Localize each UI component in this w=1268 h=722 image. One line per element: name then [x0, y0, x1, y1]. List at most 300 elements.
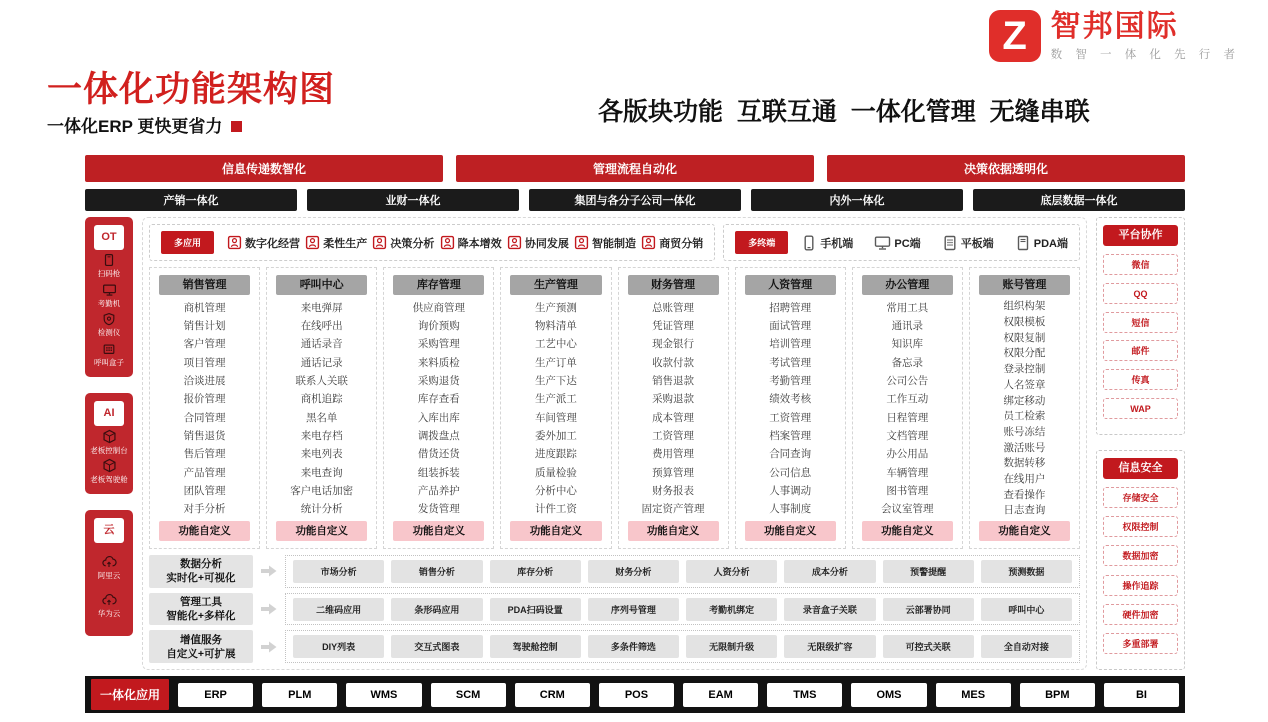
- column-footer: 功能自定义: [628, 521, 719, 541]
- analysis-chip: 呼叫中心: [981, 598, 1072, 621]
- arrow-right-icon: [259, 555, 279, 588]
- multi-app-item-label: 柔性生产: [323, 237, 368, 250]
- app-icon: [574, 235, 589, 250]
- logo: [989, 10, 1240, 62]
- module-item: 人事制度: [769, 503, 812, 516]
- module-item: 面试管理: [769, 319, 812, 332]
- module-item: 发货管理: [417, 503, 460, 516]
- left-rail: [85, 217, 133, 670]
- right-rail: [1096, 217, 1185, 670]
- module-item: 常用工具: [886, 301, 929, 314]
- multi-app-item: [305, 235, 367, 251]
- rail-item: [98, 592, 121, 619]
- column-items: [384, 298, 493, 518]
- column-header: 库存管理: [393, 275, 484, 295]
- multi-terminal-item: [942, 235, 994, 251]
- analysis-chip: 成本分析: [784, 560, 875, 583]
- analysis-chip: 可控式关联: [883, 635, 974, 658]
- column-header: 账号管理: [979, 275, 1070, 295]
- right-panel-item: 微信: [1103, 254, 1178, 275]
- module-item: 采购退货: [417, 374, 460, 387]
- left-rail-panel: [85, 393, 133, 494]
- module-item: 公司信息: [769, 466, 812, 479]
- module-item: 入库出库: [417, 411, 460, 424]
- column-header: 销售管理: [159, 275, 250, 295]
- column-header: 呼叫中心: [276, 275, 367, 295]
- rail-item-label: 老板控制台: [90, 445, 128, 455]
- multi-terminal-badge: 多终端: [735, 231, 788, 254]
- column-items: [267, 298, 376, 518]
- module-item: 进度跟踪: [534, 448, 577, 461]
- multi-terminal-item: [874, 235, 920, 251]
- module-item: 询价预购: [417, 319, 460, 332]
- multi-app-badge: 多应用: [161, 231, 214, 254]
- multi-terminal-items: [801, 235, 1068, 251]
- module-item: 人事调动: [769, 484, 812, 497]
- bottom-bar-item: PLM: [262, 683, 337, 707]
- module-item: 考勤管理: [769, 374, 812, 387]
- module-item: 档案管理: [769, 429, 812, 442]
- rail-item: [98, 554, 121, 581]
- multi-app-item: [372, 235, 434, 251]
- right-panel-items: [1103, 246, 1178, 427]
- multi-terminal-item: [801, 235, 853, 251]
- module-item: 销售计划: [183, 319, 226, 332]
- analysis-row: [149, 630, 1080, 663]
- module-item: 凭证管理: [652, 319, 695, 332]
- multi-terminal-item-label: 手机端: [820, 237, 854, 250]
- right-panel-header: 平台协作: [1103, 225, 1178, 246]
- analysis-chip: 预警提醒: [883, 560, 974, 583]
- left-rail-panel: [85, 217, 133, 377]
- module-item: 图书管理: [886, 484, 929, 497]
- page-subtitle: [47, 112, 242, 137]
- rail-badge: AI: [94, 401, 124, 426]
- analysis-buttons: [285, 555, 1080, 588]
- module-item: 质量检验: [534, 466, 577, 479]
- bottom-bar-item: ERP: [178, 683, 253, 707]
- analysis-chip: 库存分析: [490, 560, 581, 583]
- module-item: 来电列表: [300, 448, 343, 461]
- rail-item-label: 呼叫盒子: [94, 357, 124, 367]
- multi-app-item: [507, 235, 569, 251]
- module-item: 组织构架: [1003, 300, 1046, 313]
- module-column: [383, 267, 494, 549]
- analysis-label: [149, 630, 253, 663]
- module-item: 生产订单: [534, 356, 577, 369]
- callbox-icon: [102, 342, 116, 356]
- app-icon: [507, 235, 522, 250]
- module-item: 通讯录: [891, 319, 924, 332]
- module-item: 合同管理: [183, 411, 226, 424]
- multi-app-item-label: 协同发展: [524, 237, 569, 250]
- app-icon: [440, 235, 455, 250]
- bottom-bar-item: BPM: [1020, 683, 1095, 707]
- bottom-bar-item: SCM: [431, 683, 506, 707]
- analysis-label-line: 智能化+多样化: [166, 610, 236, 622]
- rail-item: [98, 283, 121, 309]
- right-panel-item: 权限控制: [1103, 516, 1178, 537]
- scanner-icon: [102, 253, 116, 267]
- page-subtitle-text: 一体化ERP 更快更省力: [47, 117, 223, 136]
- module-item: 固定资产管理: [641, 503, 705, 516]
- rail-item: [98, 253, 121, 279]
- right-panel-item: 邮件: [1103, 340, 1178, 361]
- module-item: 财务报表: [652, 484, 695, 497]
- black-banner: 底层数据一体化: [973, 189, 1185, 211]
- module-column: [618, 267, 729, 549]
- right-panel-header: 信息安全: [1103, 458, 1178, 479]
- column-items: [501, 298, 610, 518]
- module-item: 日志查询: [1003, 504, 1046, 517]
- module-item: 预算管理: [652, 466, 695, 479]
- module-item: 通话录音: [300, 338, 343, 351]
- module-item: 统计分析: [300, 503, 343, 516]
- black-banner-row: [85, 189, 1185, 211]
- module-item: 计件工资: [534, 503, 577, 516]
- analysis-chip: 条形码应用: [391, 598, 482, 621]
- right-panel-item: 硬件加密: [1103, 604, 1178, 625]
- module-item: 现金银行: [652, 338, 695, 351]
- module-item: 采购退款: [652, 393, 695, 406]
- black-banner: 业财一体化: [307, 189, 519, 211]
- tablet-icon: [942, 235, 958, 251]
- module-item: 公司公告: [886, 374, 929, 387]
- column-footer: 功能自定义: [393, 521, 484, 541]
- red-banner-row: [85, 155, 1185, 182]
- column-footer: 功能自定义: [510, 521, 601, 541]
- module-item: 考试管理: [769, 356, 812, 369]
- column-items: [619, 298, 728, 518]
- rail-item: [98, 312, 121, 338]
- black-banner: 集团与各分子公司一体化: [529, 189, 741, 211]
- analysis-chip: 人资分析: [686, 560, 777, 583]
- app-icon: [641, 235, 656, 250]
- module-item: 成本管理: [652, 411, 695, 424]
- rail-items: [87, 543, 131, 630]
- module-item: 办公用品: [886, 448, 929, 461]
- module-item: 人名签章: [1003, 378, 1046, 391]
- module-item: 文档管理: [886, 429, 929, 442]
- red-square-bullet: [231, 121, 242, 132]
- module-column: [149, 267, 260, 549]
- rail-item-label: 阿里云: [97, 571, 121, 580]
- multi-app-box: [149, 224, 715, 261]
- module-column: [852, 267, 963, 549]
- module-item: 物料清单: [534, 319, 577, 332]
- right-panel-item: 存储安全: [1103, 487, 1178, 508]
- module-item: 借货还货: [417, 448, 460, 461]
- app-icon: [305, 235, 320, 250]
- rail-item-label: 考勤机: [97, 298, 121, 308]
- module-item: 查看操作: [1003, 488, 1046, 501]
- analysis-chip: 云部署协同: [883, 598, 974, 621]
- pda-icon: [1015, 235, 1031, 251]
- module-item: 报价管理: [183, 393, 226, 406]
- cloud-icon: [101, 592, 117, 607]
- right-rail-panel: [1096, 217, 1185, 435]
- analysis-chip: DIY列表: [293, 635, 384, 658]
- module-item: 调拨盘点: [417, 429, 460, 442]
- phone-icon: [801, 235, 817, 251]
- module-column: [500, 267, 611, 549]
- module-column: [735, 267, 846, 549]
- analysis-chip: 序列号管理: [588, 598, 679, 621]
- analysis-buttons: [285, 593, 1080, 626]
- module-column: [266, 267, 377, 549]
- right-rail-panel: [1096, 450, 1185, 670]
- module-item: 车辆管理: [886, 466, 929, 479]
- rail-badge: 云: [94, 518, 124, 543]
- bottom-bar: [85, 676, 1185, 713]
- module-item: 来电弹屏: [300, 301, 343, 314]
- module-item: 数据转移: [1003, 457, 1046, 470]
- rail-item-label: 扫码枪: [97, 269, 121, 279]
- logo-z-mark-icon: Z: [989, 10, 1041, 62]
- multi-app-item-label: 数字化经营: [245, 237, 301, 250]
- multi-terminal-item: [1015, 235, 1068, 251]
- cube-icon: [102, 429, 117, 444]
- analysis-chip: 交互式图表: [391, 635, 482, 658]
- right-panel-item: 短信: [1103, 312, 1178, 333]
- attendance-icon: [102, 283, 117, 297]
- right-panel-item: 传真: [1103, 369, 1178, 390]
- column-header: 办公管理: [862, 275, 953, 295]
- analysis-label: [149, 555, 253, 588]
- analysis-chip: 多条件筛选: [588, 635, 679, 658]
- analysis-label-line: 增值服务: [180, 633, 222, 646]
- rail-item-label: 老板驾驶舱: [90, 475, 128, 485]
- module-item: 洽谈进展: [183, 374, 226, 387]
- module-item: 员工检索: [1003, 410, 1046, 423]
- multi-app-item-label: 决策分析: [390, 237, 435, 250]
- analysis-chip: 销售分析: [391, 560, 482, 583]
- module-item: 商机管理: [183, 301, 226, 314]
- rail-item-label: 检测仪: [97, 328, 121, 338]
- logo-company-name: 智邦国际: [1050, 10, 1179, 43]
- column-items: [853, 298, 962, 518]
- module-item: 工艺中心: [534, 338, 577, 351]
- multi-app-item: [574, 235, 636, 251]
- black-banner: 内外一体化: [751, 189, 963, 211]
- multi-app-item: [641, 235, 703, 251]
- module-item: 来电查询: [300, 466, 343, 479]
- multi-terminal-box: [723, 224, 1080, 261]
- bottom-bar-item: EAM: [683, 683, 758, 707]
- rail-item-label: 华为云: [97, 609, 121, 618]
- column-items: [970, 298, 1079, 518]
- multi-terminal-item-label: PC端: [894, 237, 921, 250]
- column-header: 生产管理: [510, 275, 601, 295]
- right-panel-item: WAP: [1103, 398, 1178, 419]
- right-panel-items: [1103, 479, 1178, 662]
- module-item: 售后管理: [183, 448, 226, 461]
- analysis-chip: 驾驶舱控制: [490, 635, 581, 658]
- black-banner: 产销一体化: [85, 189, 297, 211]
- right-panel-item: 多重部署: [1103, 633, 1178, 654]
- module-item: 黑名单: [305, 411, 338, 424]
- bottom-bar-item: WMS: [346, 683, 421, 707]
- analysis-row: [149, 555, 1080, 588]
- column-items: [736, 298, 845, 518]
- column-footer: 功能自定义: [862, 521, 953, 541]
- analysis-rows: [149, 555, 1080, 663]
- module-item: 供应商管理: [412, 301, 466, 314]
- analysis-chip: 二维码应用: [293, 598, 384, 621]
- module-item: 生产预测: [534, 301, 577, 314]
- module-item: 客户管理: [183, 338, 226, 351]
- module-item: 销售退款: [652, 374, 695, 387]
- multi-app-item: [227, 235, 300, 251]
- module-item: 工资管理: [652, 429, 695, 442]
- module-item: 登录控制: [1003, 363, 1046, 376]
- column-items: [150, 298, 259, 518]
- module-item: 客户电话加密: [290, 484, 354, 497]
- module-item: 产品养护: [417, 484, 460, 497]
- module-item: 来料质检: [417, 356, 460, 369]
- bottom-bar-item: MES: [936, 683, 1011, 707]
- logo-tagline: 数 智 一 体 化 先 行 者: [1050, 49, 1240, 61]
- analysis-label-line: 管理工具: [180, 595, 222, 608]
- analysis-chip: PDA扫码设置: [490, 598, 581, 621]
- column-footer: 功能自定义: [276, 521, 367, 541]
- module-item: 日程管理: [886, 411, 929, 424]
- analysis-chip: 市场分析: [293, 560, 384, 583]
- module-item: 组装拆装: [417, 466, 460, 479]
- module-item: 权限分配: [1003, 347, 1046, 360]
- logo-text: [1051, 10, 1240, 62]
- multi-terminal-item-label: 平板端: [960, 237, 994, 250]
- bottom-bar-item: TMS: [767, 683, 842, 707]
- module-item: 合同查询: [769, 448, 812, 461]
- rail-item: [90, 429, 128, 456]
- module-item: 会议室管理: [881, 503, 934, 516]
- module-item: 绩效考核: [769, 393, 812, 406]
- app-icon: [372, 235, 387, 250]
- module-columns: [149, 267, 1080, 549]
- module-item: 知识库: [891, 338, 924, 351]
- module-item: 联系人关联: [295, 374, 348, 387]
- module-item: 委外加工: [534, 429, 577, 442]
- module-item: 在线呼出: [300, 319, 343, 332]
- module-item: 权限模板: [1003, 316, 1046, 329]
- cloud-icon: [101, 554, 117, 569]
- bottom-bar-active: 一体化应用: [91, 679, 169, 710]
- module-item: 库存查看: [417, 393, 460, 406]
- module-item: 工资管理: [769, 411, 812, 424]
- analysis-chip: 无限级扩容: [784, 635, 875, 658]
- main-area: [85, 217, 1185, 670]
- bottom-bar-items: [178, 683, 1179, 707]
- page-title: 一体化功能架构图: [47, 70, 336, 109]
- module-item: 商机追踪: [300, 393, 343, 406]
- app-icon: [227, 235, 242, 250]
- cube-icon: [102, 458, 117, 473]
- rail-item: [90, 458, 128, 485]
- analysis-label-line: 自定义+可扩展: [166, 647, 236, 660]
- column-header: 财务管理: [628, 275, 719, 295]
- rail-items: [87, 426, 131, 488]
- top-row: [149, 224, 1080, 261]
- column-header: 人资管理: [745, 275, 836, 295]
- multi-app-item-label: 智能制造: [592, 237, 637, 250]
- module-item: 销售退货: [183, 429, 226, 442]
- module-item: 激活账号: [1003, 441, 1046, 454]
- module-item: 培训管理: [769, 338, 812, 351]
- module-item: 通话记录: [300, 356, 343, 369]
- right-panel-item: QQ: [1103, 283, 1178, 304]
- module-item: 绑定移动: [1003, 394, 1046, 407]
- analysis-chip: 考勤机绑定: [686, 598, 777, 621]
- column-footer: 功能自定义: [159, 521, 250, 541]
- module-item: 权限复制: [1003, 331, 1046, 344]
- module-item: 费用管理: [652, 448, 695, 461]
- analysis-label-line: 实时化+可视化: [166, 572, 236, 585]
- multi-app-item-label: 商贸分销: [659, 237, 704, 250]
- module-item: 生产下达: [534, 374, 577, 387]
- multi-app-items: [227, 235, 703, 251]
- bottom-bar-item: BI: [1104, 683, 1179, 707]
- headline: 各版块功能 互联互通 一体化管理 无缝串联: [598, 98, 1090, 126]
- column-footer: 功能自定义: [979, 521, 1070, 541]
- multi-app-item-label: 降本增效: [457, 237, 502, 250]
- module-item: 招聘管理: [769, 301, 812, 314]
- module-item: 对手分析: [183, 503, 226, 516]
- analysis-label: [149, 593, 253, 626]
- arrow-right-icon: [259, 593, 279, 626]
- analysis-row: [149, 593, 1080, 626]
- module-item: 团队管理: [183, 484, 226, 497]
- analysis-chip: 财务分析: [588, 560, 679, 583]
- rail-items: [87, 250, 131, 371]
- rail-badge: OT: [94, 225, 124, 250]
- red-banner: 信息传递数智化: [85, 155, 443, 182]
- module-item: 车间管理: [534, 411, 577, 424]
- multi-terminal-item-label: PDA端: [1033, 237, 1068, 250]
- rail-item: [94, 342, 124, 368]
- red-banner: 管理流程自动化: [456, 155, 814, 182]
- analysis-chip: 无限制升级: [686, 635, 777, 658]
- right-panel-item: 操作追踪: [1103, 575, 1178, 596]
- analysis-chip: 全自动对接: [981, 635, 1072, 658]
- bottom-bar-item: POS: [599, 683, 674, 707]
- module-item: 产品管理: [183, 466, 226, 479]
- module-item: 来电存档: [300, 429, 343, 442]
- module-item: 分析中心: [534, 484, 577, 497]
- arrow-right-icon: [259, 630, 279, 663]
- column-footer: 功能自定义: [745, 521, 836, 541]
- detector-icon: [102, 312, 116, 326]
- red-banner: 决策依据透明化: [827, 155, 1185, 182]
- bottom-bar-item: CRM: [515, 683, 590, 707]
- multi-app-item: [440, 235, 502, 251]
- module-item: 工作互动: [886, 393, 929, 406]
- module-item: 总账管理: [652, 301, 695, 314]
- module-item: 生产派工: [534, 393, 577, 406]
- analysis-chip: 录音盒子关联: [784, 598, 875, 621]
- analysis-chip: 预测数据: [981, 560, 1072, 583]
- bottom-bar-item: OMS: [851, 683, 926, 707]
- module-item: 项目管理: [183, 356, 226, 369]
- module-item: 采购管理: [417, 338, 460, 351]
- module-item: 在线用户: [1003, 473, 1046, 486]
- left-rail-panel: [85, 510, 133, 636]
- center-area: [142, 217, 1087, 670]
- pc-icon: [874, 235, 891, 251]
- module-item: 备忘录: [891, 356, 924, 369]
- module-item: 账号冻结: [1003, 425, 1046, 438]
- analysis-label-line: 数据分析: [180, 558, 222, 571]
